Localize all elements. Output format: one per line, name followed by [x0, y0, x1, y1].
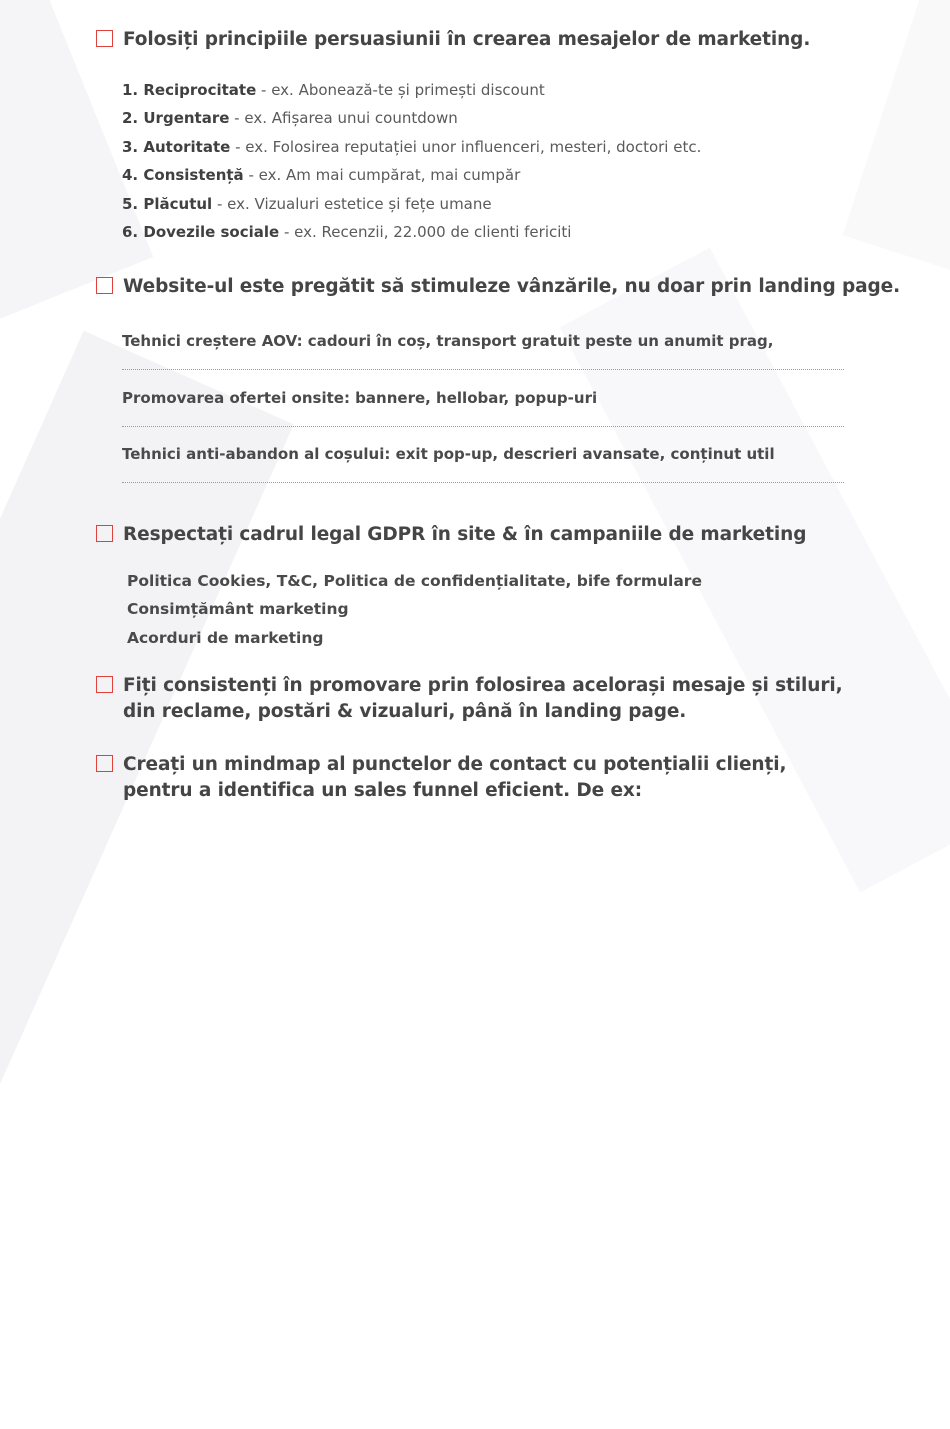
note-field-onsite-offer[interactable] — [122, 389, 844, 427]
checklist-section-consistency — [96, 673, 843, 725]
list-item: Acorduri de marketing — [127, 628, 324, 647]
checklist-section-mindmap — [96, 752, 786, 804]
list-item: 6. Dovezile sociale - ex. Recenzii, 22.000 de clienti fericiti — [122, 223, 572, 242]
field-label: Promovarea ofertei onsite: bannere, hellobar, popup-uri — [122, 389, 598, 407]
background-decoration — [0, 331, 294, 1429]
checkbox-website-sales[interactable] — [96, 277, 113, 294]
checklist-section-persuasion — [96, 27, 811, 242]
checklist-section-website-sales — [96, 274, 900, 463]
checkbox-gdpr[interactable] — [96, 525, 113, 542]
list-item: 2. Urgentare - ex. Afișarea unui countdown — [122, 109, 458, 128]
list-item: 4. Consistență - ex. Am mai cumpărat, mai cumpăr — [122, 166, 521, 185]
section-heading: Creați un mindmap al punctelor de contact cu potențialii clienți, pentru a identifica un sales funnel eficient. De ex: — [123, 754, 787, 801]
background-decoration — [843, 0, 950, 272]
checkbox-consistency[interactable] — [96, 676, 113, 693]
note-field-aov[interactable] — [122, 332, 844, 370]
gdpr-items-list — [127, 567, 702, 652]
list-item: Politica Cookies, T&C, Politica de confidențialitate, bife formulare — [127, 572, 702, 590]
checkbox-persuasion[interactable] — [96, 30, 113, 47]
field-label: Tehnici creștere AOV: cadouri în coș, transport gratuit peste un anumit prag, — [122, 332, 774, 350]
dotted-line — [122, 426, 844, 427]
section-heading: Folosiți principiile persuasiunii în crearea mesajelor de marketing. — [123, 29, 811, 50]
list-item: 5. Plăcutul - ex. Vizualuri estetice și fețe umane — [122, 194, 492, 213]
list-item: 1. Reciprocitate - ex. Abonează-te și primești discount — [122, 81, 545, 99]
list-item: Consimțământ marketing — [127, 600, 349, 619]
section-heading: Website-ul este pregătit să stimuleze vânzările, nu doar prin landing page. — [123, 276, 900, 297]
field-label: Tehnici anti-abandon al coșului: exit pop-up, descrieri avansate, conținut util — [122, 445, 775, 463]
persuasion-principles-list — [122, 76, 701, 246]
section-heading: Respectați cadrul legal GDPR în site & în campaniile de marketing — [123, 524, 807, 545]
dotted-line — [122, 369, 844, 370]
dotted-line — [122, 482, 844, 483]
list-item: 3. Autoritate - ex. Folosirea reputației unor influenceri, mesteri, doctori etc. — [122, 137, 702, 156]
section-heading: Fiți consistenți în promovare prin folosirea acelorași mesaje și stiluri, din reclame, postări & vizualuri, până în landing page. — [123, 675, 843, 722]
note-field-anti-abandon[interactable] — [122, 445, 844, 483]
checkbox-mindmap[interactable] — [96, 755, 113, 772]
checklist-section-gdpr — [96, 522, 807, 647]
